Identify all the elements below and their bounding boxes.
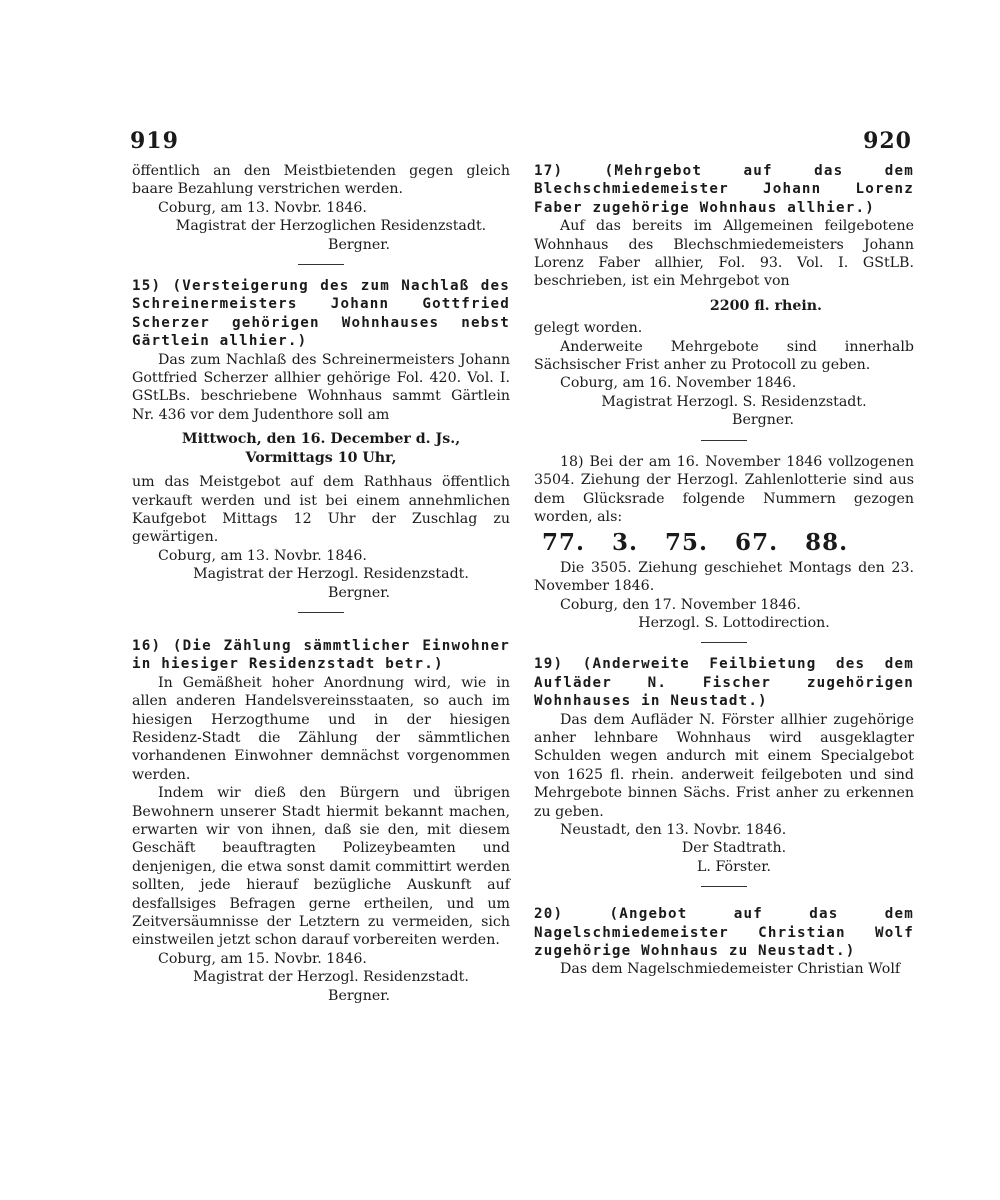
section-15-time: Vormittags 10 Uhr, — [245, 449, 397, 466]
separator-line — [701, 886, 747, 887]
section-19-name: L. Förster. — [697, 858, 771, 875]
right-column — [534, 162, 914, 979]
section-17-text: Auf das bereits im Allgemeinen feilgebotene Wohnhaus des Blechschmiedemeisters Johann Lorenz Faber allhier, Fol. 93. Vol. I. GStLB. beschrieben, ist ein Mehrgebot von — [534, 218, 914, 290]
page-number-left: 919 — [130, 128, 179, 154]
lottery-numbers: 77. 3. 75. 67. 88. — [542, 529, 849, 557]
section-19-text: Das dem Aufläder N. Förster allhier zugehörige anher lehnbare Wohnhaus wird ausgeklagter Schulden wegen andurch mit einem Specialgebot von 1625 fl. rhein. anderweit feilgeboten und sind Mehrgebote binnen Sächs. Frist anher zu erkennen zu geben. — [534, 711, 914, 820]
intro-name: Bergner. — [328, 236, 390, 253]
spacer — [132, 625, 510, 637]
separator-line — [298, 612, 344, 613]
section-15-name: Bergner. — [328, 584, 390, 601]
separator-line — [701, 642, 747, 643]
section-17-amount: 2200 fl. rhein. — [709, 297, 822, 314]
section-17-name: Bergner. — [732, 412, 794, 429]
section-15-date: Mittwoch, den 16. December d. Js., — [181, 431, 461, 448]
section-16-name: Bergner. — [328, 987, 390, 1004]
page-number-right: 920 — [863, 128, 912, 154]
section-16-text: In Gemäßheit hoher Anordnung wird, wie in allen anderen Handelsvereinsstaaten, so auch im hiesigen Herzogthume und in der hiesigen Residenz-Stadt die Zählung der sämmtlichen vorhandenen Einwohner demnächst vorgenommen werden. — [132, 674, 510, 783]
section-16-signature: Magistrat der Herzogl. Residenzstadt. — [193, 969, 469, 986]
section-16-place: Coburg, am 15. Novbr. 1846. — [158, 950, 367, 967]
intro-signature: Magistrat der Herzoglichen Residenzstadt. — [175, 218, 487, 235]
section-17-text-3: Anderweite Mehrgebote sind innerhalb Sächsischer Frist anher zu Protocoll zu geben. — [534, 338, 914, 374]
section-19-place: Neustadt, den 13. Novbr. 1846. — [560, 822, 787, 838]
section-19-heading: 19) (Anderweite Feilbietung des dem Aufläder N. Fischer zugehörigen Wohnhauses in Neustadt.) — [534, 656, 914, 710]
section-15-signature: Magistrat der Herzogl. Residenzstadt. — [193, 566, 469, 583]
section-20-text: Das dem Nagelschmiedemeister Christian Wolf — [560, 961, 901, 978]
intro-text: öffentlich an den Meistbietenden gegen gleich baare Bezahlung verstrichen werden. — [132, 163, 510, 198]
section-17-place: Coburg, am 16. November 1846. — [560, 375, 797, 392]
section-17-text-2: gelegt worden. — [534, 320, 643, 337]
section-19-signature: Der Stadtrath. — [681, 840, 787, 857]
section-15-place: Coburg, am 13. Novbr. 1846. — [158, 547, 367, 564]
section-15-text-2: um das Meistgebot auf dem Rathhaus öffentlich verkauft werden und ist bei einem annehmlichen Kaufgebot Mittags 12 Uhr der Zuschlag zu gewärtigen. — [132, 474, 510, 546]
separator-line — [298, 264, 344, 265]
left-column — [132, 162, 510, 1005]
section-16-heading: 16) (Die Zählung sämmtlicher Einwohner in hiesiger Residenzstadt betr.) — [132, 637, 510, 673]
section-15-heading: 15) (Versteigerung des zum Nachlaß des Schreinermeisters Johann Gottfried Scherzer gehörigen Wohnhauses nebst Gärtlein allhier.) — [132, 278, 510, 350]
section-15-text: Das zum Nachlaß des Schreinermeisters Johann Gottfried Scherzer allhier gehörige Fol. 420. Vol. I. GStLBs. beschriebene Wohnhaus sammt Gärtlein Nr. 436 vor dem Judenthore soll am — [132, 351, 510, 423]
section-17-heading: 17) (Mehrgebot auf das dem Blechschmiedemeister Johann Lorenz Faber zugehörige Wohnhaus allhier.) — [534, 163, 914, 216]
section-17-signature: Magistrat Herzogl. S. Residenzstadt. — [601, 393, 867, 410]
section-20-heading: 20) (Angebot auf das dem Nagelschmiedemeister Christian Wolf zugehörige Wohnhaus zu Neustadt.) — [534, 906, 914, 960]
section-18-signature: Herzogl. S. Lottodirection. — [638, 614, 830, 631]
separator-line — [701, 440, 747, 441]
section-18-text: 18) Bei der am 16. November 1846 vollzogenen 3504. Ziehung der Herzogl. Zahlenlotterie sind aus dem Glücksrade folgende Nummern gezogen worden, als: — [534, 453, 914, 525]
intro-date: Coburg, am 13. Novbr. 1846. — [158, 199, 367, 216]
section-18-place: Coburg, den 17. November 1846. — [560, 596, 801, 613]
section-18-text-2: Die 3505. Ziehung geschiehet Montags den 23. November 1846. — [534, 559, 914, 595]
section-16-text-2: Indem wir dieß den Bürgern und übrigen Bewohnern unserer Stadt hiermit bekannt machen, erwarten wir von ihnen, daß sie den, mit diesem Geschäft beauftragten Polizeybeamten und denjenigen, die etwa sonst damit committirt werden sollten, jede hierauf bezügliche Auskunft auf desfallsiges Befragen gerne ertheilen, und um Zeitversäumnisse der Letztern zu vermeiden, sich einstweilen jetzt schon darauf vorbereiten werden. — [132, 785, 510, 949]
